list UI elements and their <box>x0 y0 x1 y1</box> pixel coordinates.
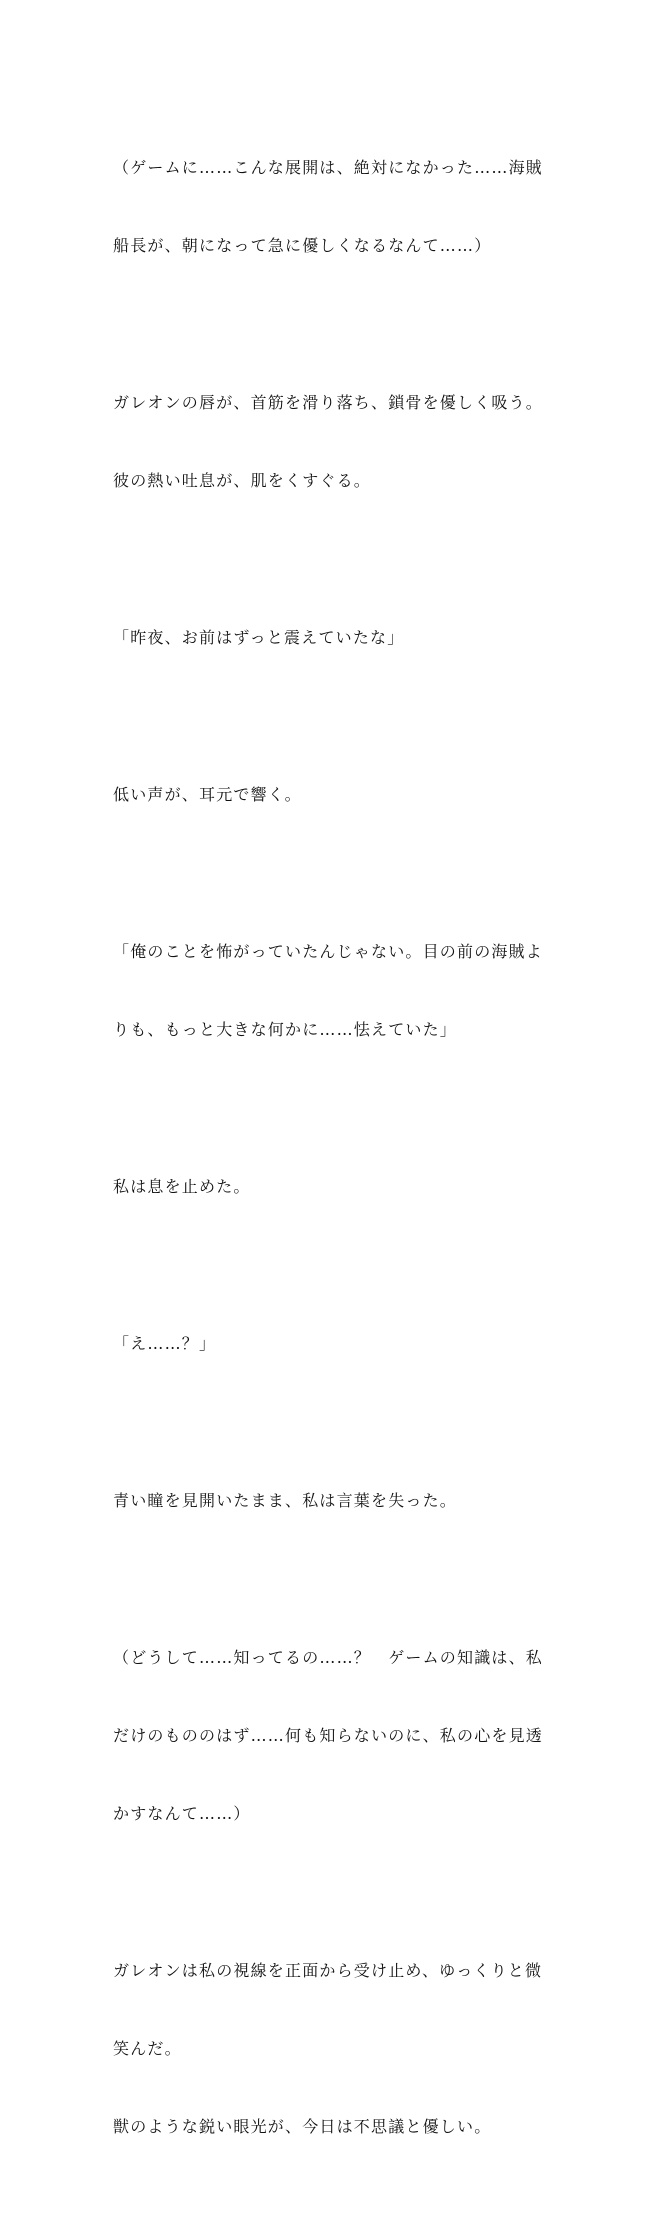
paragraph <box>113 1436 553 1566</box>
text-line: 低い声が、耳元で響く。 <box>113 785 302 804</box>
text-line: 私は息を止めた。 <box>113 1177 251 1196</box>
paragraph <box>113 573 553 703</box>
text-line: 笑んだ。 <box>113 2039 182 2058</box>
paragraph <box>113 103 553 311</box>
paragraph <box>113 1593 553 1879</box>
text-line: 青い瞳を見開いたまま、私は言葉を失った。 <box>113 1491 458 1510</box>
paragraph <box>113 887 553 1095</box>
paragraph <box>113 730 553 860</box>
paragraph <box>113 1906 553 2192</box>
text-line: ガレオンの唇が、首筋を滑り落ち、鎖骨を優しく吸う。 <box>113 393 544 412</box>
paragraph <box>113 338 553 546</box>
text-line: かすなんて……） <box>113 1804 251 1823</box>
body-text <box>113 103 553 2219</box>
text-line: 「昨夜、お前はずっと震えていたな」 <box>113 628 405 647</box>
text-line: 「え……？」 <box>113 1334 217 1353</box>
text-line: りも、もっと大きな何かに……怯えていた」 <box>113 1020 458 1039</box>
text-line: 船長が、朝になって急に優しくなるなんて……） <box>113 236 492 255</box>
paragraph <box>113 1122 553 1252</box>
text-line: 彼の熱い吐息が、肌をくすぐる。 <box>113 471 372 490</box>
text-line: （どうして……知ってるの……？ ゲームの知識は、私 <box>113 1648 544 1667</box>
text-line: （ゲームに……こんな展開は、絶対になかった……海賊 <box>113 158 544 177</box>
text-line: 獣のような鋭い眼光が、今日は不思議と優しい。 <box>113 2117 492 2136</box>
text-line: 「俺のことを怖がっていたんじゃない。目の前の海賊よ <box>113 942 544 961</box>
text-line: だけのもののはず……何も知らないのに、私の心を見透 <box>113 1726 544 1745</box>
text-line: ガレオンは私の視線を正面から受け止め、ゆっくりと微 <box>113 1961 543 1980</box>
paragraph <box>113 1279 553 1409</box>
